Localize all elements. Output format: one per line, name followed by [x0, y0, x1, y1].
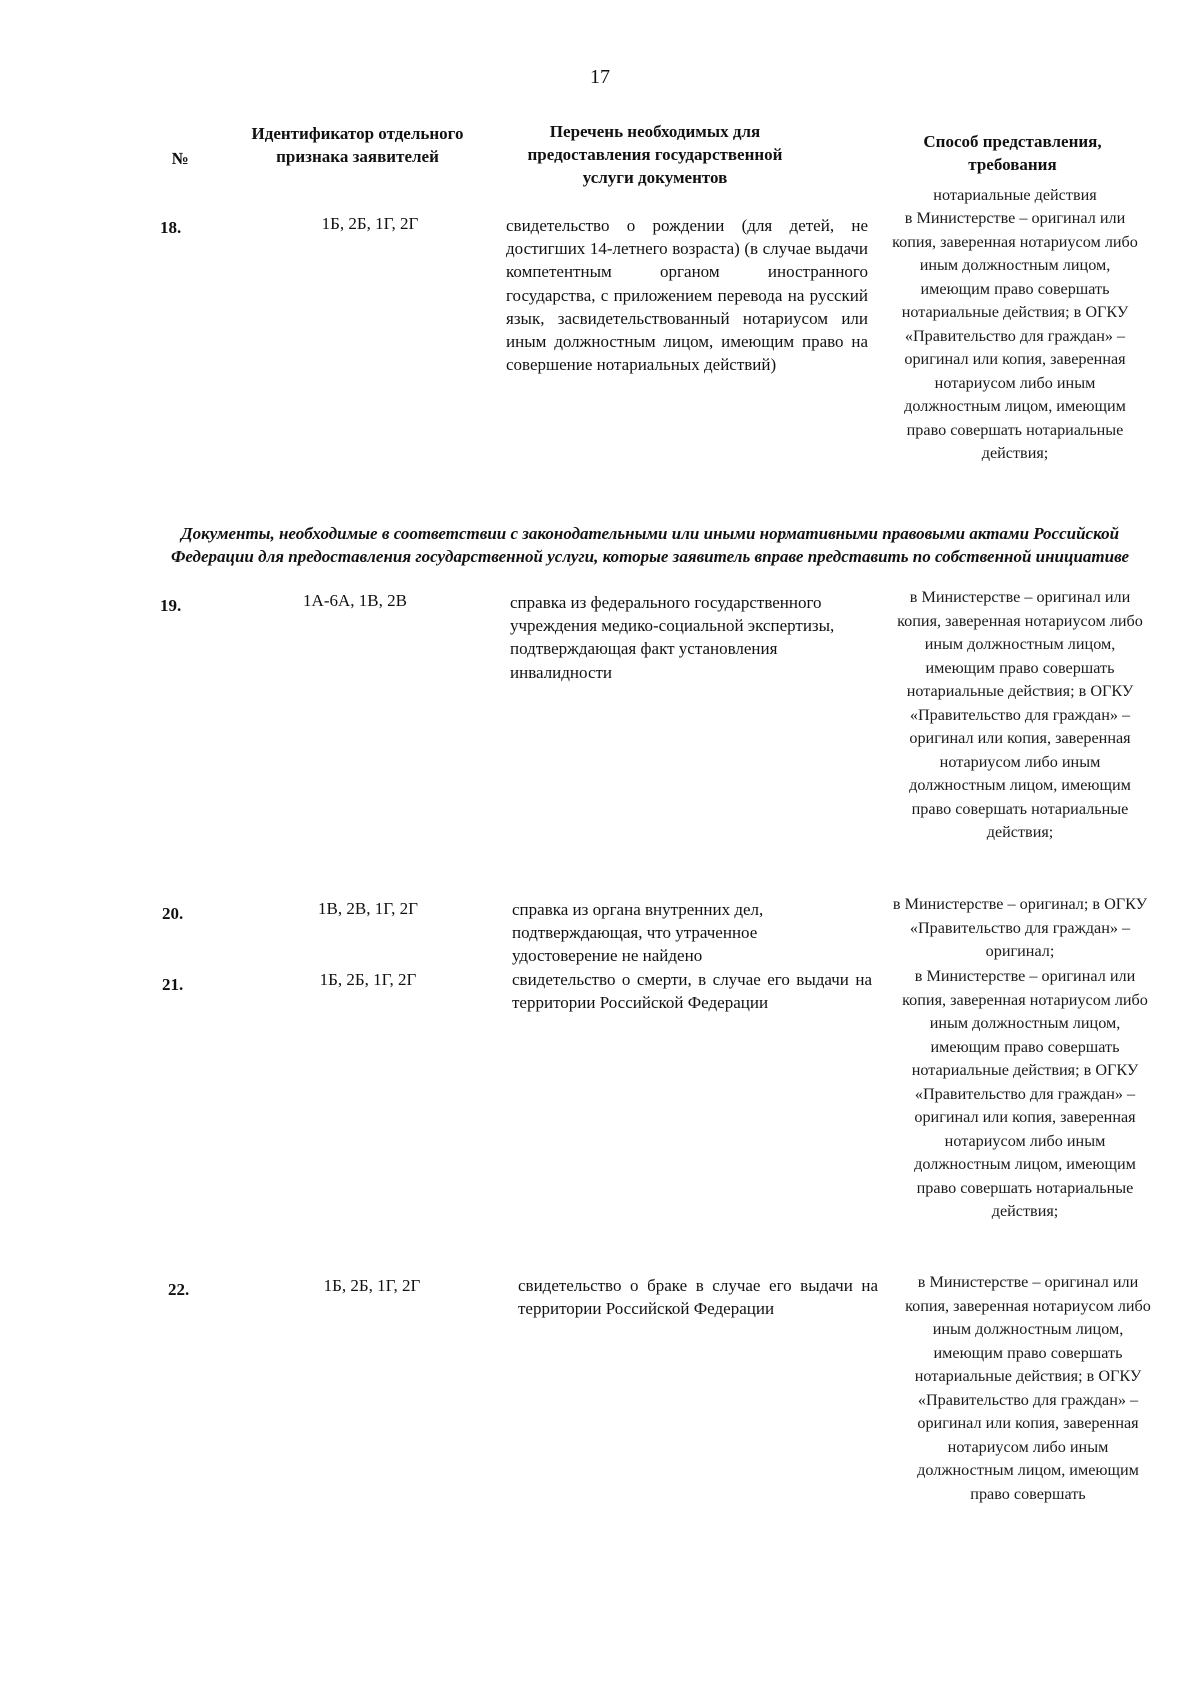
row-19-doc: справка из федерального государственного учреждения медико-социальной экспертизы, подтверждающая факт установления инвалидности	[510, 593, 835, 682]
row-18-ident: 1Б, 2Б, 1Г, 2Г	[321, 214, 419, 233]
section-heading: Документы, необходимые в соответствии с законодательными или иными нормативными правовыми актами Российской Федерации для предоставления государственной услуги, которые заявитель вправе представить по собственной инициативе	[170, 524, 1130, 566]
row-18-doc: свидетельство о рождении (для детей, не достигших 14-летнего возраста) (в случае выдачи компетентным органом иностранного государства, с приложением перевода на русский язык, засвидетельствованный нотариусом или иным должностным лицом, имеющим право на совершение нотариальных действий)	[506, 216, 868, 375]
row-20-method: в Министерстве – оригинал; в ОГКУ «Правительство для граждан» – оригинал;	[892, 895, 1148, 960]
row-21-method: в Министерстве – оригинал или копия, заверенная нотариусом либо иным должностным лицом, имеющим право совершать нотариальные действия; в ОГКУ «Правительство для граждан» – оригинал или копия, заверенная нотариусом либо иным должностным лицом, имеющим право совершать нотариальные действия;	[902, 967, 1148, 1220]
header-ident: Идентификатор отдельного признака заявителей	[251, 124, 464, 166]
row-19-num: 19.	[160, 596, 182, 615]
row-22-ident: 1Б, 2Б, 1Г, 2Г	[323, 1276, 421, 1295]
row-22-num: 22.	[168, 1280, 190, 1299]
page-number: 17	[590, 66, 610, 88]
row-21-doc: свидетельство о смерти, в случае его выдачи на территории Российской Федерации	[512, 970, 872, 1013]
row-20-ident: 1В, 2В, 1Г, 2Г	[318, 899, 418, 918]
row-21-num: 21.	[162, 975, 184, 994]
method-carryover: нотариальные действия	[933, 186, 1097, 204]
row-18-num: 18.	[160, 218, 182, 237]
header-method: Способ представления, требования	[923, 132, 1102, 174]
row-19-method: в Министерстве – оригинал или копия, заверенная нотариусом либо иным должностным лицом, имеющим право совершать нотариальные действия; в ОГКУ «Правительство для граждан» – оригинал или копия, заверенная нотариусом либо иным должностным лицом, имеющим право совершать нотариальные действия;	[897, 588, 1143, 841]
row-22-doc: свидетельство о браке в случае его выдачи на территории Российской Федерации	[518, 1276, 878, 1319]
header-num: №	[171, 149, 189, 168]
row-19-ident: 1А-6А, 1В, 2В	[303, 591, 407, 610]
row-20-num: 20.	[162, 904, 184, 923]
row-18-method: в Министерстве – оригинал или копия, заверенная нотариусом либо иным должностным лицом, имеющим право совершать нотариальные действия; в ОГКУ «Правительство для граждан» – оригинал или копия, заверенная нотариусом либо иным должностным лицом, имеющим право совершать нотариальные действия;	[892, 209, 1138, 462]
header-docs: Перечень необходимых для предоставления государственной услуги документов	[527, 122, 783, 187]
row-20-doc: справка из органа внутренних дел, подтверждающая, что утраченное удостоверение не найдено	[512, 900, 764, 966]
row-22-method: в Министерстве – оригинал или копия, заверенная нотариусом либо иным должностным лицом, имеющим право совершать нотариальные действия; в ОГКУ «Правительство для граждан» – оригинал или копия, заверенная нотариусом либо иным должностным лицом, имеющим право совершать	[905, 1273, 1151, 1503]
row-21-ident: 1Б, 2Б, 1Г, 2Г	[319, 970, 417, 989]
